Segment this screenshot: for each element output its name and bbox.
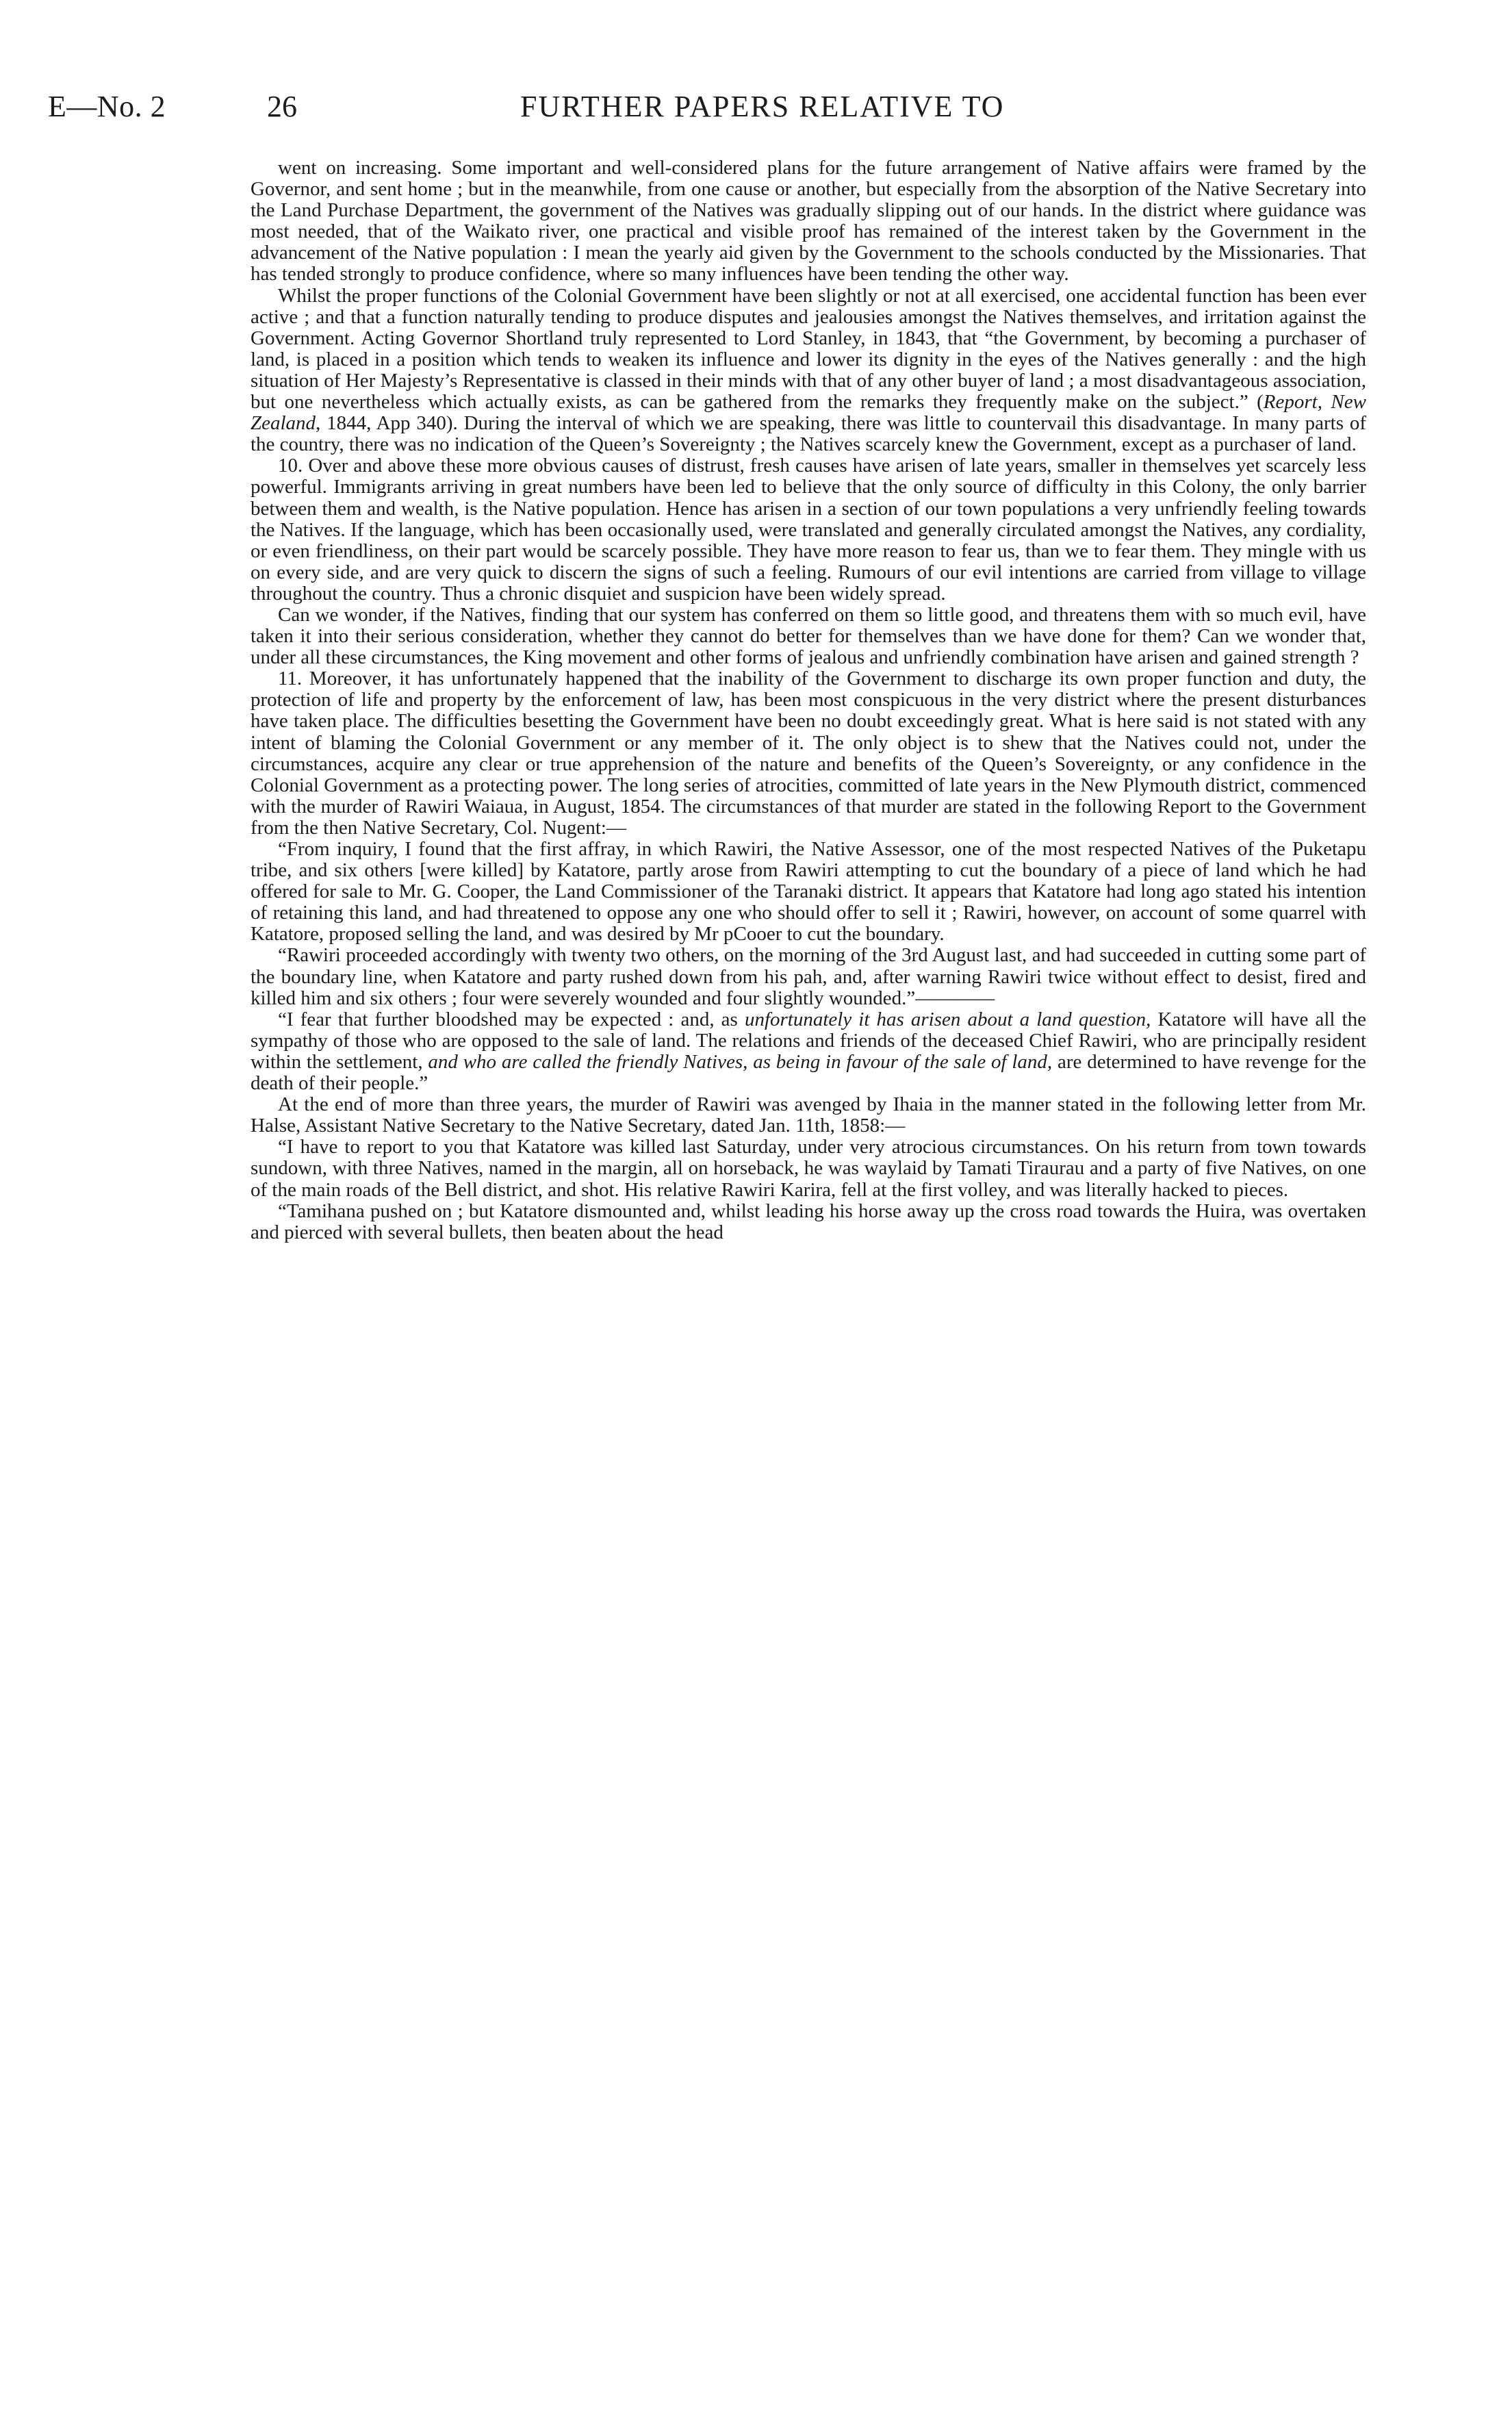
text-run: Whilst the proper functions of the Colonial Government have been slightly or not at all exercised, one accidental function has been ever active ; and that a function naturally tending to produce disputes and jealousies amongst the Natives themselves, and irritation against the Government. Acting Governor Shortland truly represented to Lord Stanley, in 1843, that “the Government, by becoming a purchaser of land, is placed in a position which tends to weaken its influence and lower its dignity in the eyes of the Natives generally : and the high situation of Her Majesty’s Representative is classed in their minds with that of any other buyer of land ; a most disadvantageous association, but one nevertheless which actually exists, as can be gathered from the remarks they frequently make on the subject.” ( [251,284,1366,414]
paragraph [251,1201,1366,1243]
text-run: Katatore will have all the sympathy of those who are opposed to the sale of land. The relations and friends of the deceased Chief Rawiri, who are principally resident within the settlement, [251,1008,1366,1073]
paragraph [251,157,1366,286]
text-run: “Tamihana pushed on ; but Katatore dismounted and, whilst leading his horse away up the cross road towards the Huira, was overtaken and pierced with several bullets, then beaten about the head [251,1200,1366,1243]
text-run: “Rawiri proceeded accordingly with twenty two others, on the morning of the 3rd August last, and had succeeded in cutting some part of the boundary line, when Katatore and party rushed down from his pah, and, after warning Rawiri twice without effect to desist, fired and killed him and six others ; four were severely wounded and four slightly wounded.”———— [251,944,1366,1009]
italic-text-run: unfortunately it has arisen about a land question, [744,1008,1151,1030]
text-run: went on increasing. Some important and well-considered plans for the future arrangement of Native affairs were framed by the Governor, and sent home ; but in the meanwhile, from one cause or another, but especially from the absorption of the Native Secretary into the Land Purchase Department, the government of the Natives was gradually slipping out of our hands. In the district where guidance was most needed, that of the Waikato river, one practical and visible proof has remained of the interest taken by the Government in the advancement of the Native population : I mean the yearly aid given by the Government to the schools conducted by the Missionaries. That has tended strongly to produce confidence, where so many influences have been tending the other way. [251,157,1366,286]
paragraph [251,1009,1366,1094]
text-run: 10. Over and above these more obvious causes of distrust, fresh causes have arisen of late years, smaller in themselves yet scarcely less powerful. Immigrants arriving in great numbers have been led to believe that the only source of difficulty in this Colony, the only barrier between them and wealth, is the Native population. Hence has arisen in a section of our town populations a very unfriendly feeling towards the Natives. If the language, which has been occasionally used, were translated and generally circulated amongst the Natives, any cordiality, or even friendliness, on their part would be scarcely possible. They have more reason to fear us, than we to fear them. They mingle with us on every side, and are very quick to discern the signs of such a feeling. Rumours of our evil intentions are carried from village to village throughout the country. Thus a chronic disquiet and suspicion have been widely spread. [251,455,1366,605]
paragraph [251,945,1366,1009]
paper-reference: E—No. 2 [48,90,166,123]
body-text [251,157,1366,1243]
text-run: “I have to report to you that Katatore was killed last Saturday, under very atrocious circumstances. On his return from town towards sundown, with three Natives, named in the margin, all on horseback, he was waylaid by Tamati Tiraurau and a party of five Natives, on one of the main roads of the Bell district, and shot. His relative Rawiri Karira, fell at the first volley, and was literally hacked to pieces. [251,1136,1366,1201]
paragraph [251,839,1366,945]
paragraph [251,605,1366,668]
italic-text-run: and who are called the friendly Natives, as being in favour of the sale of land, [428,1050,1053,1073]
text-run: Can we wonder, if the Natives, finding that our system has conferred on them so little good, and threatens them with so much evil, have taken it into their serious consideration, whether they cannot do better for themselves than we have done for them? Can we wonder that, under all these circumstances, the King movement and other forms of jealous and unfriendly combination have arisen and gained strength ? [251,603,1366,669]
italic-text-run: Report, New Zealand, [251,391,1366,435]
paragraph [251,455,1366,605]
running-title: FURTHER PAPERS RELATIVE TO [520,90,1005,123]
text-run: “From inquiry, I found that the first affray, in which Rawiri, the Native Assessor, one of the most respected Natives of the Puketapu tribe, and six others [were killed] by Katatore, partly arose from Rawiri attempting to cut the boundary of a piece of land which he had offered for sale to Mr. G. Cooper, the Land Commissioner of the Taranaki district. It appears that Katatore had long ago stated his intention of retaining this land, and had threatened to oppose any one who should offer to sell it ; Rawiri, however, on account of some quarrel with Katatore, proposed selling the land, and was desired by Mr pCooer to cut the boundary. [251,838,1366,946]
text-run: 1844, App 340). During the interval of which we are speaking, there was little to countervail this disadvantage. In many parts of the country, there was no indication of the Queen’s Sovereignty ; the Natives scarcely knew the Government, except as a purchaser of land. [251,412,1366,456]
text-run: At the end of more than three years, the murder of Rawiri was avenged by Ihaia in the manner stated in the following letter from Mr. Halse, Assistant Native Secretary to the Native Secretary, dated Jan. 11th, 1858:— [251,1093,1366,1137]
page-number: 26 [267,90,297,123]
text-run: 11. Moreover, it has unfortunately happened that the inability of the Government to discharge its own proper function and duty, the protection of life and property by the enforcement of law, has been most conspicuous in the very district where the present disturbances have taken place. The difficulties besetting the Government have been no doubt exceedingly great. What is here said is not stated with any intent of blaming the Colonial Government or any member of it. The only object is to shew that the Natives could not, under the circumstances, acquire any clear or true apprehension of the nature and benefits of the Queen’s Sovereignty, or any confidence in the Colonial Government as a protecting power. The long series of atrocities, committed of late years in the New Plymouth district, commenced with the murder of Rawiri Waiaua, in August, 1854. The circumstances of that murder are stated in the following Report to the Government from the then Native Secretary, Col. Nugent:— [251,668,1366,839]
paragraph [251,668,1366,839]
paragraph [251,286,1366,456]
text-run: are determined to have revenge for the death of their people.” [251,1050,1366,1095]
paragraph [251,1094,1366,1137]
paragraph [251,1137,1366,1200]
page-header [48,89,1396,137]
text-run: “I fear that further bloodshed may be expected : and, as [278,1008,745,1030]
